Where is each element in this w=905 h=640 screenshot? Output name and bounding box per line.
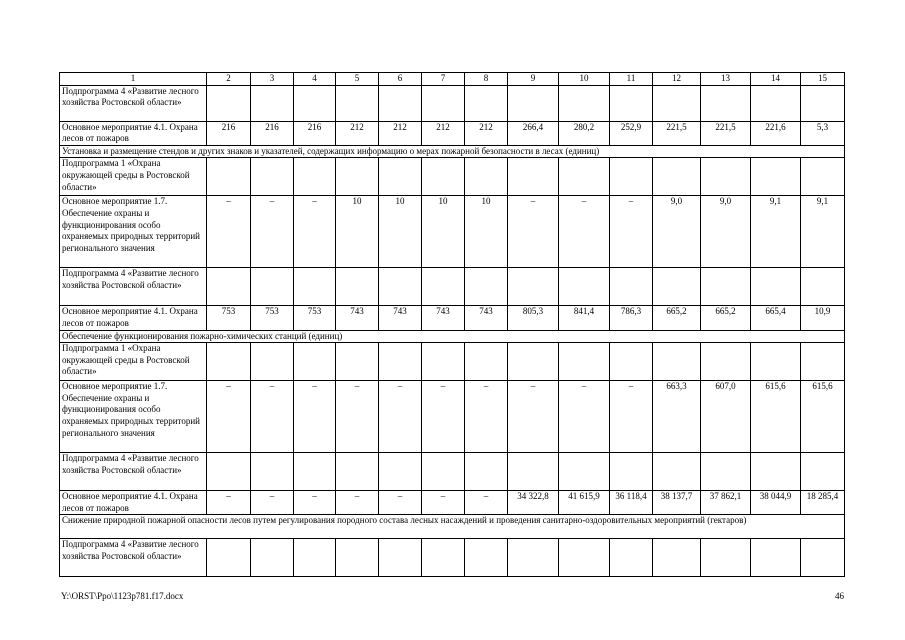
table-cell: – — [294, 196, 336, 268]
table-cell: – — [422, 381, 465, 453]
table-cell — [751, 453, 801, 491]
table-row — [60, 121, 845, 145]
table-cell — [207, 158, 251, 196]
table-cell — [465, 268, 508, 306]
table-cell — [801, 343, 845, 381]
table-cell: 216 — [294, 121, 336, 145]
table-cell: – — [379, 491, 422, 515]
table-cell — [251, 453, 294, 491]
table-row — [60, 381, 845, 453]
table-cell: 753 — [251, 306, 294, 330]
table-cell: 805,3 — [508, 306, 559, 330]
column-header: 5 — [336, 73, 379, 86]
table-cell: 10 — [379, 196, 422, 268]
column-header: 1 — [60, 73, 207, 86]
table-cell: 38 137,7 — [653, 491, 701, 515]
table-cell — [251, 539, 294, 577]
table-cell — [701, 158, 751, 196]
row-label: Подпрограмма 1 «Охрана окружающей среды в Ростовской области» — [60, 158, 207, 196]
table-cell — [701, 343, 751, 381]
table-cell: 753 — [294, 306, 336, 330]
section-row — [60, 330, 845, 343]
table-cell: 37 862,1 — [701, 491, 751, 515]
table-cell — [465, 453, 508, 491]
section-title: Снижение природной пожарной опасности лесов путем регулирования породного состава лесных насаждений и проведения санитарно-оздоровительных мероприятий (гектаров) — [60, 515, 845, 539]
table-cell — [701, 539, 751, 577]
table-cell: – — [336, 491, 379, 515]
table-cell — [379, 453, 422, 491]
table-cell — [508, 453, 559, 491]
table-cell: 252,9 — [610, 121, 653, 145]
table-cell: 615,6 — [751, 381, 801, 453]
table-cell — [294, 85, 336, 121]
row-label: Подпрограмма 4 «Развитие лесного хозяйства Ростовской области» — [60, 453, 207, 491]
table-row — [60, 196, 845, 268]
table-cell — [379, 539, 422, 577]
table-cell: 18 285,4 — [801, 491, 845, 515]
footer-file-path: Y:\ORST\Ppo\1123p781.f17.docx — [61, 591, 184, 601]
column-header: 4 — [294, 73, 336, 86]
table-cell — [751, 158, 801, 196]
table-cell — [559, 453, 610, 491]
table-cell — [701, 85, 751, 121]
table-cell: – — [465, 491, 508, 515]
table-cell — [336, 268, 379, 306]
table-cell — [751, 85, 801, 121]
table-cell — [465, 539, 508, 577]
column-header: 12 — [653, 73, 701, 86]
table-cell — [207, 539, 251, 577]
table-cell: – — [465, 381, 508, 453]
table-cell: 266,4 — [508, 121, 559, 145]
section-title: Обеспечение функционирования пожарно-химических станций (единиц) — [60, 330, 845, 343]
table-cell — [336, 343, 379, 381]
row-label: Подпрограмма 4 «Развитие лесного хозяйства Ростовской области» — [60, 539, 207, 577]
table-cell: 221,5 — [653, 121, 701, 145]
table-cell: 743 — [465, 306, 508, 330]
table-cell — [422, 343, 465, 381]
table-cell: 9,1 — [751, 196, 801, 268]
table-cell — [801, 268, 845, 306]
table-cell — [610, 343, 653, 381]
table-cell: – — [379, 381, 422, 453]
column-header: 7 — [422, 73, 465, 86]
table-cell — [294, 268, 336, 306]
table-cell — [422, 158, 465, 196]
table-cell: 41 615,9 — [559, 491, 610, 515]
column-header: 3 — [251, 73, 294, 86]
table-cell: 212 — [379, 121, 422, 145]
table-cell — [294, 343, 336, 381]
table-cell: – — [207, 381, 251, 453]
table-cell — [294, 453, 336, 491]
table-cell — [251, 343, 294, 381]
table-cell — [559, 268, 610, 306]
data-table — [59, 72, 845, 577]
section-row — [60, 145, 845, 158]
table-cell — [508, 85, 559, 121]
table-cell — [559, 343, 610, 381]
table-cell — [207, 268, 251, 306]
table-cell — [701, 268, 751, 306]
table-cell — [207, 343, 251, 381]
table-row — [60, 158, 845, 196]
table-cell: – — [336, 381, 379, 453]
table-cell — [801, 453, 845, 491]
table-cell: 221,6 — [751, 121, 801, 145]
row-label: Основное мероприятие 4.1. Охрана лесов от пожаров — [60, 306, 207, 330]
table-cell — [610, 158, 653, 196]
table-cell — [610, 268, 653, 306]
table-cell — [801, 158, 845, 196]
column-header: 11 — [610, 73, 653, 86]
column-header: 13 — [701, 73, 751, 86]
table-cell — [508, 268, 559, 306]
table-cell: – — [207, 491, 251, 515]
table-cell: 10 — [465, 196, 508, 268]
table-cell: – — [610, 196, 653, 268]
table-cell — [336, 158, 379, 196]
table-cell: 743 — [379, 306, 422, 330]
table-cell — [422, 539, 465, 577]
table-cell — [559, 85, 610, 121]
table-cell — [701, 453, 751, 491]
table-cell: – — [559, 196, 610, 268]
column-header: 10 — [559, 73, 610, 86]
table-cell — [251, 268, 294, 306]
table-cell — [422, 453, 465, 491]
row-label: Подпрограмма 1 «Охрана окружающей среды в Ростовской области» — [60, 343, 207, 381]
table-cell: 36 118,4 — [610, 491, 653, 515]
table-cell — [251, 85, 294, 121]
row-label: Основное мероприятие 1.7. Обеспечение охраны и функционирования особо охраняемых природных территорий регионального значения — [60, 381, 207, 453]
table-cell: 9,0 — [653, 196, 701, 268]
column-header: 15 — [801, 73, 845, 86]
table-cell — [465, 158, 508, 196]
table-cell: 663,3 — [653, 381, 701, 453]
table-cell — [336, 453, 379, 491]
table-cell — [422, 85, 465, 121]
table-cell: – — [251, 491, 294, 515]
table-cell — [610, 453, 653, 491]
table-cell: 607,0 — [701, 381, 751, 453]
row-label: Основное мероприятие 4.1. Охрана лесов от пожаров — [60, 121, 207, 145]
table-cell — [379, 343, 422, 381]
table-cell: 9,0 — [701, 196, 751, 268]
table-cell: – — [207, 196, 251, 268]
table-cell: 10 — [422, 196, 465, 268]
table-cell: 216 — [251, 121, 294, 145]
table-cell — [207, 453, 251, 491]
column-header: 14 — [751, 73, 801, 86]
table-cell — [294, 539, 336, 577]
table-cell: 615,6 — [801, 381, 845, 453]
table-cell — [751, 268, 801, 306]
table-cell: – — [294, 491, 336, 515]
table-cell — [801, 85, 845, 121]
table-cell: 212 — [465, 121, 508, 145]
table-row — [60, 306, 845, 330]
table-cell: – — [251, 381, 294, 453]
table-cell: 280,2 — [559, 121, 610, 145]
table-cell — [653, 158, 701, 196]
table-cell — [653, 85, 701, 121]
table-cell: 34 322,8 — [508, 491, 559, 515]
table-cell — [508, 158, 559, 196]
table-cell — [294, 158, 336, 196]
table-cell — [465, 85, 508, 121]
table-row — [60, 85, 845, 121]
column-header: 9 — [508, 73, 559, 86]
table-cell — [653, 268, 701, 306]
table-cell: – — [610, 381, 653, 453]
table-cell — [653, 343, 701, 381]
table-row — [60, 539, 845, 577]
table-cell — [251, 158, 294, 196]
table-cell: 38 044,9 — [751, 491, 801, 515]
row-label: Подпрограмма 4 «Развитие лесного хозяйства Ростовской области» — [60, 268, 207, 306]
table-cell: 786,3 — [610, 306, 653, 330]
table-cell: 743 — [336, 306, 379, 330]
table-cell: 665,4 — [751, 306, 801, 330]
table-cell — [751, 539, 801, 577]
table-cell — [379, 268, 422, 306]
table-cell: 753 — [207, 306, 251, 330]
table-cell — [336, 85, 379, 121]
page-number: 46 — [835, 591, 844, 601]
table-cell — [559, 158, 610, 196]
table-cell: 665,2 — [653, 306, 701, 330]
table-cell: – — [508, 196, 559, 268]
table-cell: 5,3 — [801, 121, 845, 145]
table-cell — [610, 85, 653, 121]
table-cell: 216 — [207, 121, 251, 145]
table-cell: 841,4 — [559, 306, 610, 330]
table-body — [60, 73, 845, 577]
table-cell: 212 — [422, 121, 465, 145]
table-cell: – — [251, 196, 294, 268]
table-cell — [559, 539, 610, 577]
table-row — [60, 268, 845, 306]
table-cell — [653, 453, 701, 491]
table-cell: 9,1 — [801, 196, 845, 268]
row-label: Подпрограмма 4 «Развитие лесного хозяйства Ростовской области» — [60, 85, 207, 121]
table-cell — [508, 343, 559, 381]
section-title: Установка и размещение стендов и других знаков и указателей, содержащих информацию о мерах пожарной безопасности в лесах (единиц) — [60, 145, 845, 158]
table-cell — [379, 85, 422, 121]
table-cell — [610, 539, 653, 577]
table-row — [60, 491, 845, 515]
table-cell: – — [508, 381, 559, 453]
table-cell — [751, 343, 801, 381]
table-cell — [653, 539, 701, 577]
column-header: 2 — [207, 73, 251, 86]
header-row — [60, 73, 845, 86]
table-cell — [465, 343, 508, 381]
table-cell — [379, 158, 422, 196]
table-cell: – — [559, 381, 610, 453]
row-label: Основное мероприятие 4.1. Охрана лесов от пожаров — [60, 491, 207, 515]
table-cell — [801, 539, 845, 577]
section-row — [60, 515, 845, 539]
row-label: Основное мероприятие 1.7. Обеспечение охраны и функционирования особо охраняемых природных территорий регионального значения — [60, 196, 207, 268]
table-cell — [336, 539, 379, 577]
table-cell: – — [422, 491, 465, 515]
table-row — [60, 453, 845, 491]
column-header: 6 — [379, 73, 422, 86]
table-cell: 665,2 — [701, 306, 751, 330]
table-cell: 10,9 — [801, 306, 845, 330]
table-cell: 212 — [336, 121, 379, 145]
table-cell — [207, 85, 251, 121]
column-header: 8 — [465, 73, 508, 86]
table-cell: 221,5 — [701, 121, 751, 145]
table-cell: – — [294, 381, 336, 453]
table-row — [60, 343, 845, 381]
table-cell — [422, 268, 465, 306]
table-cell: 743 — [422, 306, 465, 330]
table-cell: 10 — [336, 196, 379, 268]
table-cell — [508, 539, 559, 577]
